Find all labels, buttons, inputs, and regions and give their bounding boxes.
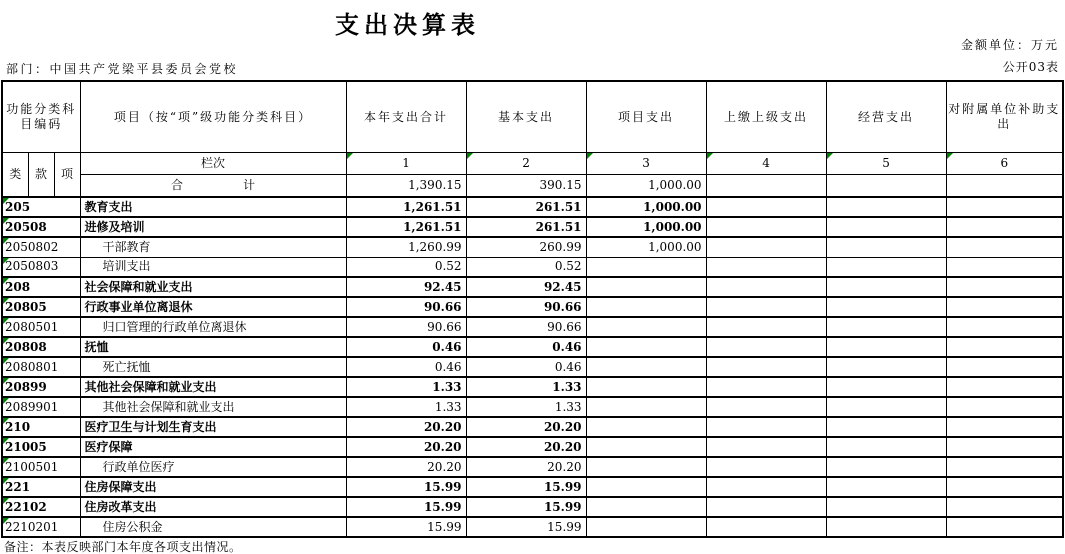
header-code-xiang: 项 [54, 153, 80, 198]
header-total-expense: 本年支出合计 [346, 81, 466, 153]
item-name-cell: 抚恤 [80, 337, 346, 357]
value-basic: 0.46 [466, 357, 586, 377]
code-cell [2, 457, 80, 477]
header-code-lei: 类 [2, 153, 28, 198]
value-upturn [706, 337, 826, 357]
value-subsidy [946, 457, 1063, 477]
code-cell [2, 217, 80, 237]
cell-flag-icon [3, 238, 9, 244]
column-number-text: 1 [402, 156, 410, 170]
sheet-number-label: 公开03表 [1002, 60, 1059, 74]
item-name-cell: 归口管理的行政单位离退休 [80, 317, 346, 337]
cell-flag-icon [3, 358, 9, 364]
grand-total-value-5 [826, 175, 946, 198]
value-operating [826, 217, 946, 237]
value-operating [826, 297, 946, 317]
value-subsidy [946, 237, 1063, 257]
cell-flag-icon [3, 278, 9, 284]
value-operating [826, 457, 946, 477]
header-operating-expense: 经营支出 [826, 81, 946, 153]
value-project [586, 297, 706, 317]
value-total: 1,261.51 [346, 197, 466, 217]
value-upturn [706, 317, 826, 337]
value-subsidy [946, 477, 1063, 497]
cell-flag-icon [707, 153, 713, 159]
footnote: 备注：本表反映部门本年度各项支出情况。 [4, 540, 242, 554]
value-total: 92.45 [346, 277, 466, 297]
value-total: 0.46 [346, 337, 466, 357]
value-subsidy [946, 397, 1063, 417]
value-operating [826, 417, 946, 437]
function-code: 221 [5, 479, 31, 494]
function-code: 22102 [5, 499, 47, 514]
value-subsidy [946, 257, 1063, 277]
value-project [586, 517, 706, 537]
header-code-kuan: 款 [28, 153, 54, 198]
code-cell [2, 397, 80, 417]
value-operating [826, 317, 946, 337]
department-label: 部门：中国共产党梁平县委员会党校 [6, 62, 239, 76]
cell-flag-icon [827, 153, 833, 159]
value-subsidy [946, 357, 1063, 377]
code-cell [2, 277, 80, 297]
function-code: 2050802 [5, 239, 59, 254]
value-total: 15.99 [346, 517, 466, 537]
code-cell [2, 517, 80, 537]
value-upturn [706, 237, 826, 257]
grand-total-value-2: 390.15 [466, 175, 586, 198]
item-name-cell: 培训支出 [80, 257, 346, 277]
code-cell [2, 437, 80, 457]
table-row [2, 237, 1063, 257]
value-total: 90.66 [346, 317, 466, 337]
amount-unit-label: 金额单位：万元 [960, 38, 1059, 52]
value-upturn [706, 497, 826, 517]
grand-total-label: 合 计 [80, 175, 346, 198]
function-code: 21005 [5, 439, 47, 454]
value-total: 0.46 [346, 357, 466, 377]
header-upturn-expense: 上缴上级支出 [706, 81, 826, 153]
value-upturn [706, 417, 826, 437]
cell-flag-icon [3, 518, 9, 524]
table-row [2, 517, 1063, 537]
function-code: 20805 [5, 299, 47, 314]
cell-flag-icon [3, 498, 9, 504]
table-row [2, 417, 1063, 437]
item-name-cell: 教育支出 [80, 197, 346, 217]
value-basic: 1.33 [466, 397, 586, 417]
value-basic: 260.99 [466, 237, 586, 257]
value-upturn [706, 477, 826, 497]
cell-flag-icon [3, 218, 9, 224]
cell-flag-icon [347, 153, 353, 159]
cell-flag-icon [3, 198, 9, 204]
column-number-text: 4 [762, 156, 770, 170]
value-upturn [706, 197, 826, 217]
grand-total-value-1: 1,390.15 [346, 175, 466, 198]
column-number-text: 5 [882, 156, 890, 170]
cell-flag-icon [947, 153, 953, 159]
table-row [2, 437, 1063, 457]
item-name-cell: 其他社会保障和就业支出 [80, 397, 346, 417]
value-subsidy [946, 297, 1063, 317]
value-operating [826, 237, 946, 257]
value-basic: 15.99 [466, 517, 586, 537]
function-code: 2100501 [5, 459, 59, 474]
item-name-cell: 进修及培训 [80, 217, 346, 237]
code-cell [2, 337, 80, 357]
cell-flag-icon [3, 418, 9, 424]
table-row [2, 377, 1063, 397]
table-row [2, 277, 1063, 297]
item-name-cell: 行政事业单位离退休 [80, 297, 346, 317]
item-name-cell: 住房公积金 [80, 517, 346, 537]
value-project [586, 417, 706, 437]
table-row [2, 457, 1063, 477]
item-name-cell: 其他社会保障和就业支出 [80, 377, 346, 397]
code-cell [2, 497, 80, 517]
grand-total-value-6 [946, 175, 1063, 198]
function-code: 2080801 [5, 359, 59, 374]
value-operating [826, 257, 946, 277]
item-name-cell: 行政单位医疗 [80, 457, 346, 477]
value-subsidy [946, 337, 1063, 357]
value-upturn [706, 217, 826, 237]
function-code: 20808 [5, 339, 47, 354]
value-operating [826, 437, 946, 457]
column-number-text: 2 [522, 156, 530, 170]
value-upturn [706, 297, 826, 317]
item-name-cell: 住房改革支出 [80, 497, 346, 517]
cell-flag-icon [3, 378, 9, 384]
value-project [586, 377, 706, 397]
value-upturn [706, 397, 826, 417]
function-code: 210 [5, 419, 31, 434]
value-project: 1,000.00 [586, 217, 706, 237]
page-title: 支出决算表 [335, 10, 480, 39]
column-number-text: 6 [1000, 156, 1009, 170]
value-basic: 15.99 [466, 477, 586, 497]
column-number-3 [586, 153, 706, 175]
table-row [2, 257, 1063, 277]
code-cell [2, 237, 80, 257]
column-number-1 [346, 153, 466, 175]
function-code: 2050803 [5, 259, 59, 274]
function-code: 205 [5, 199, 31, 214]
header-project-expense: 项目支出 [586, 81, 706, 153]
cell-flag-icon [3, 478, 9, 484]
value-total: 0.52 [346, 257, 466, 277]
value-basic: 0.52 [466, 257, 586, 277]
value-project: 1,000.00 [586, 197, 706, 217]
value-project [586, 357, 706, 377]
column-number-row [2, 153, 1063, 175]
value-subsidy [946, 517, 1063, 537]
value-total: 20.20 [346, 417, 466, 437]
value-basic: 20.20 [466, 437, 586, 457]
cell-flag-icon [3, 338, 9, 344]
value-operating [826, 337, 946, 357]
value-project [586, 437, 706, 457]
function-code: 208 [5, 279, 31, 294]
table-row [2, 397, 1063, 417]
value-upturn [706, 357, 826, 377]
header-item: 项目（按“项”级功能分类科目） [80, 81, 346, 153]
value-project [586, 317, 706, 337]
value-operating [826, 477, 946, 497]
value-subsidy [946, 317, 1063, 337]
lanci-label: 栏次 [80, 153, 346, 175]
value-total: 1,260.99 [346, 237, 466, 257]
item-name-cell: 医疗卫生与计划生育支出 [80, 417, 346, 437]
table-row [2, 477, 1063, 497]
function-code: 20899 [5, 379, 47, 394]
value-upturn [706, 277, 826, 297]
value-project [586, 277, 706, 297]
function-code: 2210201 [5, 519, 59, 534]
table-row [2, 297, 1063, 317]
table-header-row [2, 81, 1063, 153]
value-operating [826, 197, 946, 217]
item-name-cell: 住房保障支出 [80, 477, 346, 497]
value-total: 20.20 [346, 457, 466, 477]
value-basic: 15.99 [466, 497, 586, 517]
value-subsidy [946, 217, 1063, 237]
value-project [586, 477, 706, 497]
value-operating [826, 357, 946, 377]
value-basic: 90.66 [466, 317, 586, 337]
value-total: 20.20 [346, 437, 466, 457]
item-name-cell: 社会保障和就业支出 [80, 277, 346, 297]
code-cell [2, 317, 80, 337]
cell-flag-icon [3, 458, 9, 464]
value-subsidy [946, 197, 1063, 217]
value-project [586, 497, 706, 517]
grand-total-value-3: 1,000.00 [586, 175, 706, 198]
function-code: 2080501 [5, 319, 59, 334]
code-cell [2, 477, 80, 497]
code-cell [2, 297, 80, 317]
value-project: 1,000.00 [586, 237, 706, 257]
table-body [2, 197, 1063, 537]
column-number-text: 3 [642, 156, 650, 170]
cell-flag-icon [3, 298, 9, 304]
grand-total-value-4 [706, 175, 826, 198]
value-basic: 20.20 [466, 417, 586, 437]
value-basic: 20.20 [466, 457, 586, 477]
code-cell [2, 257, 80, 277]
item-name-cell: 死亡抚恤 [80, 357, 346, 377]
item-name-cell: 干部教育 [80, 237, 346, 257]
value-operating [826, 497, 946, 517]
value-total: 1,261.51 [346, 217, 466, 237]
header-basic-expense: 基本支出 [466, 81, 586, 153]
expenditure-table [1, 80, 1064, 538]
value-operating [826, 377, 946, 397]
value-subsidy [946, 377, 1063, 397]
function-code: 20508 [5, 219, 47, 234]
column-number-2 [466, 153, 586, 175]
value-operating [826, 517, 946, 537]
value-total: 15.99 [346, 497, 466, 517]
header-subsidy-expense: 对附属单位补助支出 [946, 81, 1063, 153]
value-subsidy [946, 497, 1063, 517]
column-number-5 [826, 153, 946, 175]
code-cell [2, 357, 80, 377]
value-upturn [706, 257, 826, 277]
value-subsidy [946, 437, 1063, 457]
value-basic: 261.51 [466, 197, 586, 217]
value-basic: 90.66 [466, 297, 586, 317]
value-project [586, 457, 706, 477]
value-subsidy [946, 277, 1063, 297]
cell-flag-icon [467, 153, 473, 159]
cell-flag-icon [3, 398, 9, 404]
value-total: 1.33 [346, 377, 466, 397]
value-basic: 1.33 [466, 377, 586, 397]
value-upturn [706, 517, 826, 537]
cell-flag-icon [3, 438, 9, 444]
value-project [586, 397, 706, 417]
value-project [586, 337, 706, 357]
value-total: 90.66 [346, 297, 466, 317]
function-code: 2089901 [5, 399, 59, 414]
cell-flag-icon [587, 153, 593, 159]
column-number-4 [706, 153, 826, 175]
code-cell [2, 197, 80, 217]
table-row [2, 357, 1063, 377]
value-total: 15.99 [346, 477, 466, 497]
value-operating [826, 277, 946, 297]
header-code-group: 功能分类科目编码 [2, 81, 80, 153]
value-upturn [706, 457, 826, 477]
value-project [586, 257, 706, 277]
value-upturn [706, 377, 826, 397]
value-operating [826, 397, 946, 417]
table-row [2, 197, 1063, 217]
grand-total-row [2, 175, 1063, 198]
table-row [2, 337, 1063, 357]
column-number-6 [946, 153, 1063, 175]
item-name-cell: 医疗保障 [80, 437, 346, 457]
value-basic: 261.51 [466, 217, 586, 237]
cell-flag-icon [3, 258, 9, 264]
code-cell [2, 377, 80, 397]
value-upturn [706, 437, 826, 457]
code-cell [2, 417, 80, 437]
value-subsidy [946, 417, 1063, 437]
value-basic: 92.45 [466, 277, 586, 297]
value-total: 1.33 [346, 397, 466, 417]
value-basic: 0.46 [466, 337, 586, 357]
cell-flag-icon [3, 318, 9, 324]
table-row [2, 217, 1063, 237]
table-row [2, 317, 1063, 337]
table-row [2, 497, 1063, 517]
